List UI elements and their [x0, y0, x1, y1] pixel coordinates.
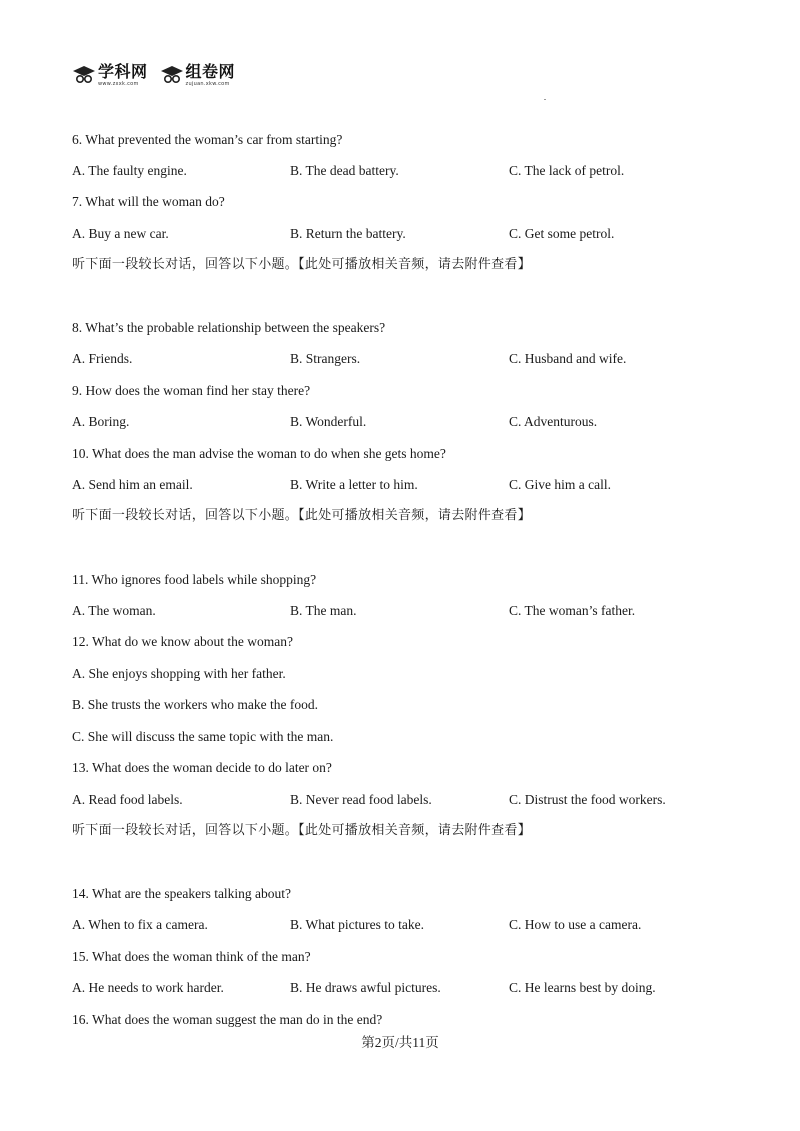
question-10-option-b: B. Write a letter to him.: [290, 477, 418, 492]
question-14-stem: 14. What are the speakers talking about?: [72, 886, 292, 901]
logo-xueke-text: 学科网: [98, 61, 148, 81]
question-6-option-c: C. The lack of petrol.: [509, 163, 625, 178]
question-11-option-a: A. The woman.: [72, 603, 156, 618]
question-15-stem: 15. What does the woman think of the man?: [72, 949, 311, 964]
question-9-option-a: A. Boring.: [72, 414, 130, 429]
question-14-option-a: A. When to fix a camera.: [72, 917, 208, 932]
question-7-option-b: B. Return the battery.: [290, 226, 406, 241]
question-8-option-b: B. Strangers.: [290, 351, 361, 366]
question-15-option-c: C. He learns best by doing.: [509, 980, 656, 995]
question-9-option-c: C. Adventurous.: [509, 414, 598, 429]
question-12-option-a: A. She enjoys shopping with her father.: [72, 666, 286, 681]
question-8-stem: 8. What’s the probable relationship between the speakers?: [72, 320, 386, 335]
graduation-cap-icon: [72, 64, 96, 86]
question-12-stem: 12. What do we know about the woman?: [72, 634, 293, 649]
instruction-2: 听下面一段较长对话，回答以下小题。【此处可播放相关音频，请去附件查看】: [72, 508, 532, 523]
question-13-option-c: C. Distrust the food workers.: [509, 792, 666, 807]
question-8-option-a: A. Friends.: [72, 351, 133, 366]
question-13-option-b: B. Never read food labels.: [290, 792, 432, 807]
logo-xueke-url: www.zxxk.com: [98, 80, 139, 87]
question-7-stem: 7. What will the woman do?: [72, 194, 225, 209]
question-9-stem: 9. How does the woman find her stay there?: [72, 383, 311, 398]
question-13-option-a: A. Read food labels.: [72, 792, 183, 807]
question-14-option-c: C. How to use a camera.: [509, 917, 642, 932]
decorative-dot: [544, 99, 546, 100]
question-10-option-c: C. Give him a call.: [509, 477, 611, 492]
question-16-stem: 16. What does the woman suggest the man do in the end?: [72, 1012, 383, 1027]
question-7-option-c: C. Get some petrol.: [509, 226, 615, 241]
question-6-option-b: B. The dead battery.: [290, 163, 399, 178]
header-logos: [72, 60, 247, 90]
logo-zujuan-url: zujuan.xkw.com: [185, 80, 230, 87]
page-number: 第2页/共11页: [361, 1035, 439, 1050]
instruction-3: 听下面一段较长对话，回答以下小题。【此处可播放相关音频，请去附件查看】: [72, 823, 532, 838]
question-7-option-a: A. Buy a new car.: [72, 226, 169, 241]
question-11-option-b: B. The man.: [290, 603, 357, 618]
question-15-option-a: A. He needs to work harder.: [72, 980, 224, 995]
question-15-option-b: B. He draws awful pictures.: [290, 980, 441, 995]
question-6-stem: 6. What prevented the woman’s car from starting?: [72, 132, 343, 147]
question-9-option-b: B. Wonderful.: [290, 414, 367, 429]
question-14-option-b: B. What pictures to take.: [290, 917, 424, 932]
question-13-stem: 13. What does the woman decide to do later on?: [72, 760, 332, 775]
question-11-stem: 11. Who ignores food labels while shopping?: [72, 572, 317, 587]
instruction-1: 听下面一段较长对话，回答以下小题。【此处可播放相关音频，请去附件查看】: [72, 257, 532, 272]
question-10-stem: 10. What does the man advise the woman to do when she gets home?: [72, 446, 446, 461]
question-8-option-c: C. Husband and wife.: [509, 351, 627, 366]
question-6-option-a: A. The faulty engine.: [72, 163, 187, 178]
question-12-option-b: B. She trusts the workers who make the food.: [72, 697, 318, 712]
logo-xueke: [72, 61, 148, 87]
logo-zujuan: [160, 61, 236, 87]
question-12-option-c: C. She will discuss the same topic with the man.: [72, 729, 334, 744]
logo-zujuan-text: 组卷网: [185, 61, 236, 81]
graduation-cap-icon: [160, 64, 184, 86]
question-11-option-c: C. The woman’s father.: [509, 603, 636, 618]
question-10-option-a: A. Send him an email.: [72, 477, 193, 492]
